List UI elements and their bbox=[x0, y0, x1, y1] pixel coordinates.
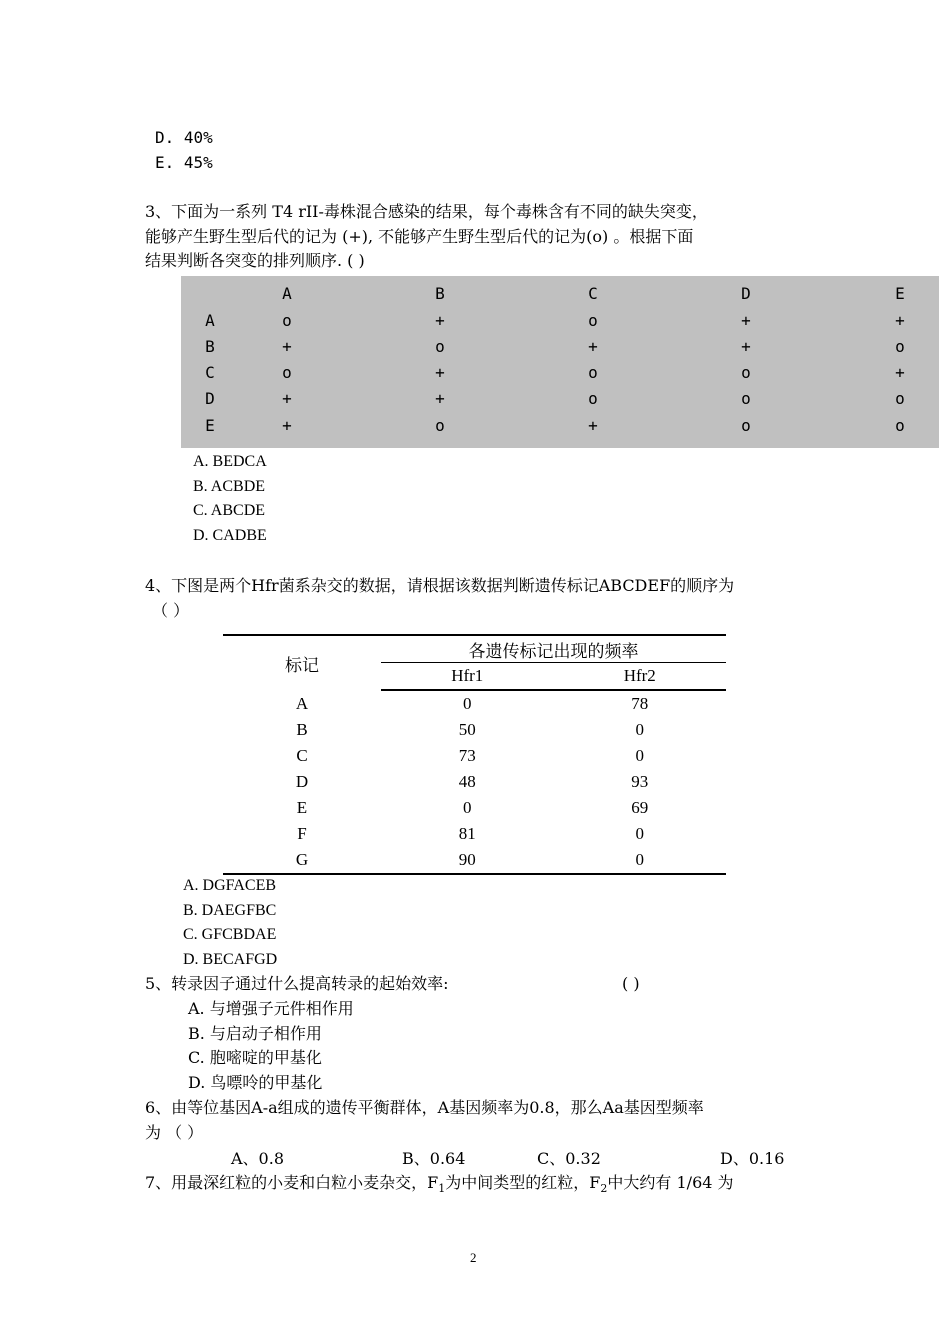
grid-row-label: E bbox=[205, 416, 215, 435]
grid-cell: o bbox=[435, 416, 445, 435]
hfr2-cell: 0 bbox=[635, 746, 644, 765]
grid-header: C bbox=[588, 284, 598, 303]
grid-cell: o bbox=[895, 416, 905, 435]
grid-header: B bbox=[435, 284, 445, 303]
q4-stem-line2: （ ） bbox=[152, 601, 190, 620]
marker-cell: F bbox=[297, 824, 307, 843]
grid-cell: + bbox=[588, 337, 598, 356]
grid-cell: o bbox=[741, 389, 751, 408]
hfr1-cell: 73 bbox=[458, 746, 476, 765]
q6-stem-line1: 6、由等位基因A-a组成的遗传平衡群体，A基因频率为0.8，那么Aa基因型频率 bbox=[145, 1098, 704, 1117]
q5-stem: 5、转录因子通过什么提高转录的起始效率: bbox=[145, 974, 449, 993]
q7-sub-2: 2 bbox=[600, 1182, 608, 1196]
marker-cell: E bbox=[296, 798, 308, 817]
q7-text-part2: 为中间类型的红粒，F bbox=[445, 1173, 601, 1192]
marker-cell: G bbox=[223, 847, 381, 874]
table-row bbox=[223, 690, 726, 717]
hfr1-cell: 90 bbox=[381, 847, 554, 874]
table-row bbox=[223, 769, 726, 795]
q4-stem-line1: 4、下图是两个Hfr菌系杂交的数据，请根据该数据判断遗传标记ABCDEF的顺序为 bbox=[145, 576, 735, 595]
grid-cell: + bbox=[895, 311, 905, 330]
q2-option-d: D. 40% bbox=[155, 128, 213, 147]
grid-header: D bbox=[741, 284, 751, 303]
q6-option-a: A、0.8 bbox=[231, 1149, 285, 1168]
q3-option-a: A. BEDCA bbox=[193, 453, 267, 470]
q3-option-c: C. ABCDE bbox=[193, 502, 266, 519]
q4-option-c: C. GFCBDAE bbox=[183, 926, 277, 943]
table-row bbox=[223, 743, 726, 769]
grid-cell: + bbox=[588, 416, 598, 435]
table-row bbox=[223, 717, 726, 743]
hfr1-cell: 0 bbox=[463, 798, 472, 817]
grid-cell: + bbox=[435, 363, 445, 382]
q7-text-part3: 中大约有 1/64 为 bbox=[607, 1173, 734, 1192]
q2-option-e: E. 45% bbox=[155, 153, 213, 172]
table-row bbox=[223, 795, 726, 821]
grid-row-label: B bbox=[205, 337, 215, 356]
grid-cell: o bbox=[588, 363, 598, 382]
table-row bbox=[223, 821, 726, 847]
table-row bbox=[223, 847, 726, 874]
hfr2-header: Hfr2 bbox=[554, 663, 727, 691]
grid-cell: o bbox=[588, 311, 598, 330]
hfr1-cell: 48 bbox=[458, 772, 476, 791]
grid-cell: + bbox=[435, 311, 445, 330]
grid-cell: o bbox=[895, 337, 905, 356]
q7-sub-1: 1 bbox=[438, 1182, 446, 1196]
grid-row-label: C bbox=[205, 363, 215, 382]
q6-stem-line2: 为 （ ） bbox=[145, 1123, 204, 1142]
hfr2-cell: 69 bbox=[631, 798, 649, 817]
grid-cell: + bbox=[435, 389, 445, 408]
hfr1-cell: 50 bbox=[458, 720, 476, 739]
q3-stem-line2: 能够产生野生型后代的记为 (+), 不能够产生野生型后代的记为(o) 。根据下面 bbox=[145, 227, 694, 246]
grid-header: E bbox=[895, 284, 905, 303]
q6-option-c: C、0.32 bbox=[537, 1149, 601, 1168]
q5-option-c: C. 胞嘧啶的甲基化 bbox=[188, 1048, 322, 1067]
q6-option-b: B、0.64 bbox=[402, 1149, 466, 1168]
q7-text-part1: 7、用最深红粒的小麦和白粒小麦杂交，F bbox=[145, 1173, 439, 1192]
hfr2-cell: 0 bbox=[554, 847, 727, 874]
grid-cell: o bbox=[741, 363, 751, 382]
grid-cell: o bbox=[588, 389, 598, 408]
grid-cell: o bbox=[435, 337, 445, 356]
hfr2-cell: 0 bbox=[635, 720, 644, 739]
grid-cell: + bbox=[741, 311, 751, 330]
hfr1-cell: 81 bbox=[458, 824, 476, 843]
q5-option-a: A. 与增强子元件相作用 bbox=[188, 999, 354, 1018]
page-number: 2 bbox=[470, 1250, 477, 1265]
marker-header: 标记 bbox=[223, 635, 381, 690]
grid-cell: + bbox=[282, 389, 292, 408]
hfr1-cell: 0 bbox=[463, 694, 472, 713]
hfr1-header: Hfr1 bbox=[381, 663, 554, 691]
grid-cell: + bbox=[282, 416, 292, 435]
marker-cell: C bbox=[296, 746, 308, 765]
grid-cell: + bbox=[282, 337, 292, 356]
hfr2-cell: 78 bbox=[631, 694, 649, 713]
hfr2-cell: 0 bbox=[635, 824, 644, 843]
q4-option-d: D. BECAFGD bbox=[183, 951, 278, 968]
grid-header: A bbox=[282, 284, 292, 303]
grid-cell: o bbox=[895, 389, 905, 408]
grid-row-label: D bbox=[205, 389, 215, 408]
marker-cell: D bbox=[295, 772, 309, 791]
frequency-group-header: 各遗传标记出现的频率 bbox=[381, 635, 726, 663]
q5-option-b: B. 与启动子相作用 bbox=[188, 1024, 322, 1043]
q3-option-d: D. CADBE bbox=[193, 527, 267, 544]
grid-cell: + bbox=[741, 337, 751, 356]
q3-option-b: B. ACBDE bbox=[193, 478, 266, 495]
marker-cell: A bbox=[295, 693, 309, 713]
marker-cell: B bbox=[296, 720, 308, 739]
grid-cell: o bbox=[282, 311, 292, 330]
grid-cell: + bbox=[895, 363, 905, 382]
q5-answer-blank: ( ) bbox=[622, 974, 640, 993]
q5-option-d: D. 鸟嘌呤的甲基化 bbox=[188, 1073, 323, 1092]
q3-stem-line3: 结果判断各突变的排列顺序. ( ) bbox=[145, 251, 365, 270]
grid-cell: o bbox=[282, 363, 292, 382]
grid-cell: o bbox=[741, 416, 751, 435]
hfr-frequency-table bbox=[223, 634, 726, 875]
hfr2-cell: 93 bbox=[631, 772, 649, 791]
q6-option-d: D、0.16 bbox=[720, 1149, 785, 1168]
q4-option-a: A. DGFACEB bbox=[183, 877, 277, 894]
q4-option-b: B. DAEGFBC bbox=[183, 902, 277, 919]
q3-result-grid bbox=[181, 276, 939, 448]
q3-stem-line1: 3、下面为一系列 T4 rII-毒株混合感染的结果，每个毒株含有不同的缺失突变， bbox=[145, 202, 708, 221]
q7-stem bbox=[145, 1173, 734, 1199]
grid-row-label: A bbox=[205, 311, 215, 330]
